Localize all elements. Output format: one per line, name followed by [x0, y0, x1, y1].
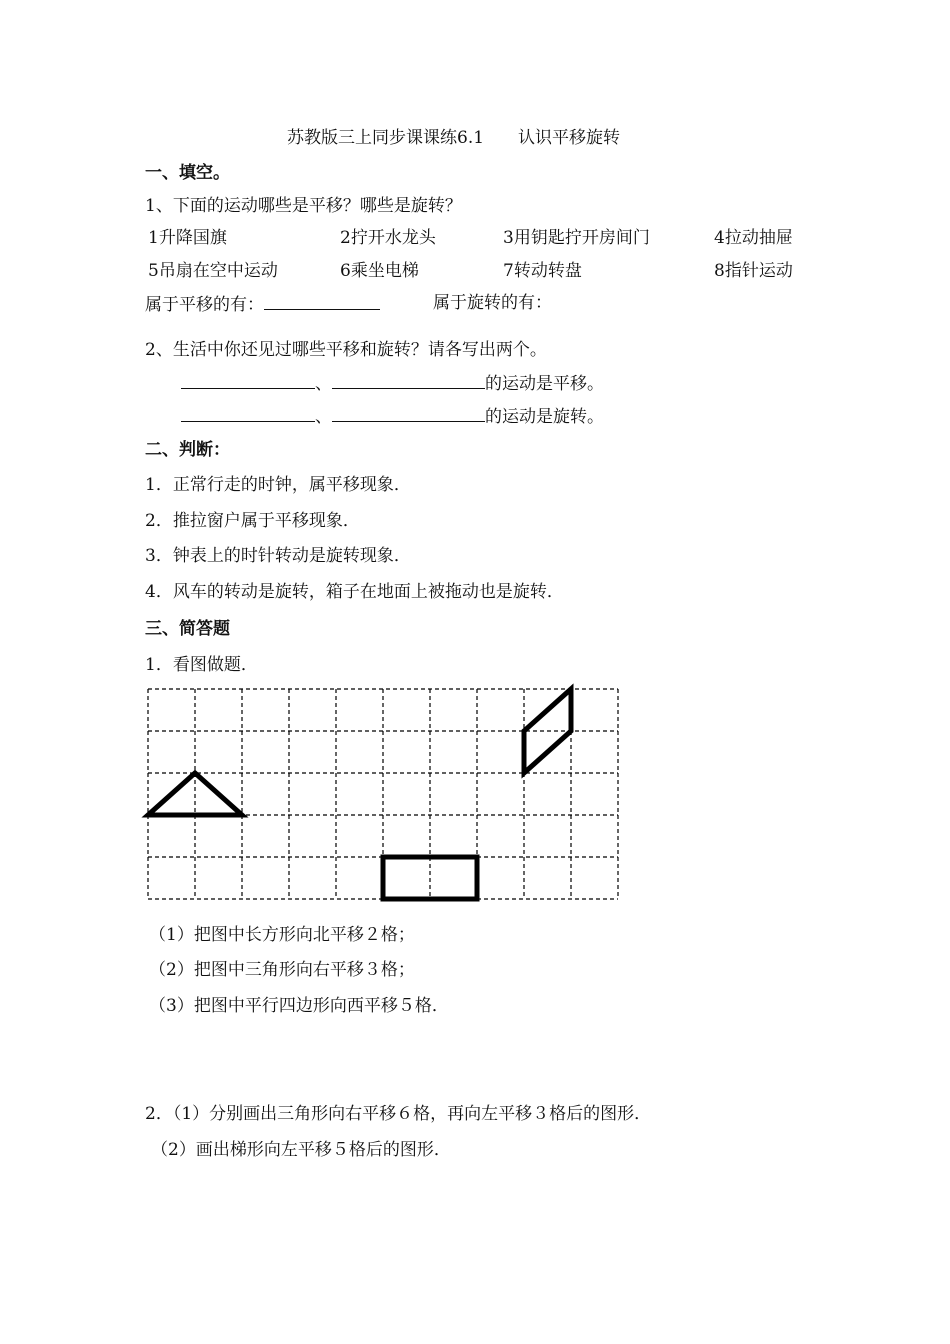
separator: 、	[315, 374, 332, 394]
judge-item-4: 4．风车的转动是旋转，箱子在地面上被拖动也是旋转．	[145, 582, 564, 602]
separator: 、	[315, 407, 332, 427]
option-3: 3用钥匙拧开房间门	[503, 228, 650, 248]
s3-q2-line-2: （2）画出梯形向左平移５格后的图形．	[151, 1140, 451, 1160]
option-2: 2拧开水龙头	[340, 228, 436, 248]
judge-item-3: 3．钟表上的时针转动是旋转现象．	[145, 546, 411, 566]
q2-prompt: 2、生活中你还见过哪些平移和旋转？请各写出两个。	[145, 340, 547, 360]
translation-label: 属于平移的有：	[145, 295, 264, 315]
option-6: 6乘坐电梯	[340, 261, 419, 281]
judge-item-2: 2．推拉窗户属于平移现象．	[145, 511, 360, 531]
section2-heading: 二、判断：	[145, 440, 230, 460]
task-2: （2）把图中三角形向右平移３格；	[149, 960, 415, 980]
option-5: 5吊扇在空中运动	[148, 261, 278, 281]
option-8: 8指针运动	[714, 261, 793, 281]
section3-heading: 三、简答题	[145, 619, 230, 639]
rotation-suffix: 的运动是旋转。	[485, 407, 604, 427]
task-3: （3）把图中平行四边形向西平移５格．	[149, 996, 449, 1016]
s3-q1-prompt: 1．看图做题．	[145, 655, 258, 675]
page-title: 苏教版三上同步课课练6.1 认识平移旋转	[287, 128, 621, 148]
section1-heading: 一、填空。	[145, 163, 230, 183]
task-1: （1）把图中长方形向北平移２格；	[149, 925, 415, 945]
option-4: 4拉动抽屉	[714, 228, 793, 248]
rotation-label: 属于旋转的有：	[433, 293, 552, 313]
option-1: 1升降国旗	[148, 228, 227, 248]
q1-prompt: 1、下面的运动哪些是平移？哪些是旋转？	[145, 196, 462, 216]
option-7: 7转动转盘	[503, 261, 582, 281]
judge-item-1: 1．正常行走的时钟，属平移现象．	[145, 475, 411, 495]
s3-q2-line-1: 2．（1）分别画出三角形向右平移６格，再向左平移３格后的图形．	[145, 1104, 652, 1124]
translation-suffix: 的运动是平移。	[485, 374, 604, 394]
